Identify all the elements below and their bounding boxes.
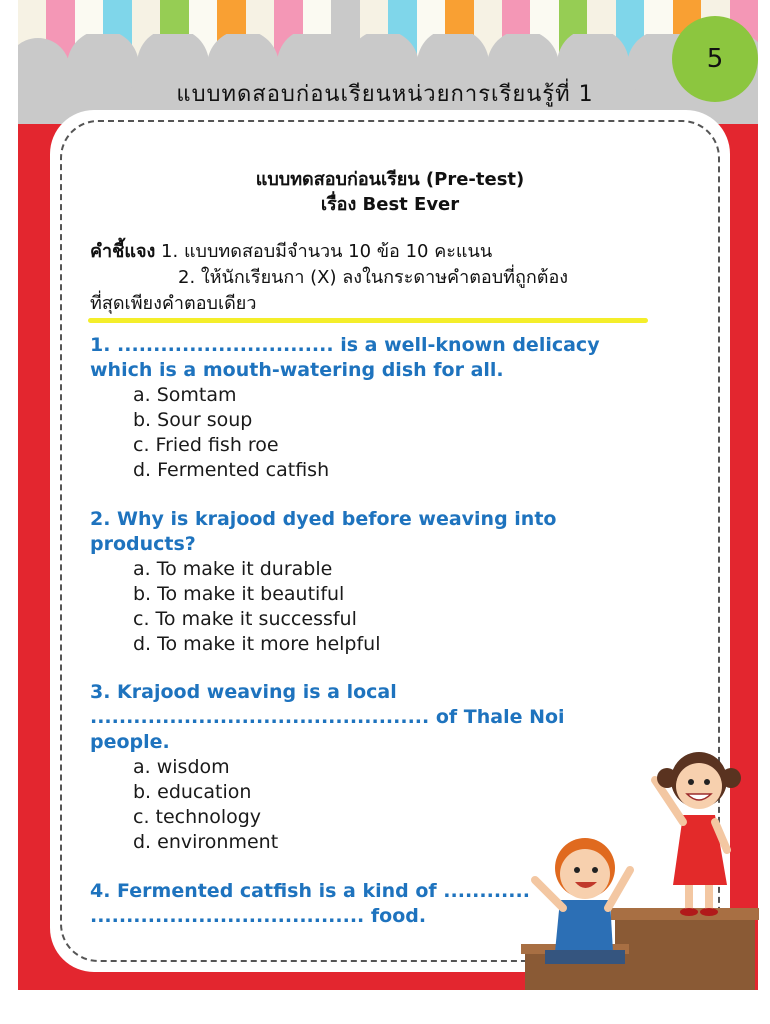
page-number-badge: 5 [672,16,758,102]
question-1-line-1: 1. .............................. is a well-known delicacy [90,334,600,356]
question-4-line-1: 4. Fermented catfish is a kind of ............ [90,880,530,902]
question-3-line-2: ............................................... of Thale Noi [90,706,565,728]
instruction-2: 2. ให้นักเรียนกา (X) ลงในกระดาษคำตอบที่ถูกต้อง [178,267,569,288]
question-3-option-b: b. education [133,781,252,803]
question-1-line-2: which is a mouth-watering dish for all. [90,359,504,381]
pretest-title: แบบทดสอบก่อนเรียน (Pre-test) [255,169,525,190]
question-1-option-b: b. Sour soup [133,409,253,431]
question-3-line-1: 3. Krajood weaving is a local [90,681,397,703]
question-2-option-b: b. To make it beautiful [133,583,345,605]
header-title: แบบทดสอบก่อนเรียนหน่วยการเรียนรู้ที่ 1 [176,82,594,107]
question-3-option-c: c. technology [133,806,262,828]
question-2-option-d: d. To make it more helpful [133,633,381,655]
question-2-option-a: a. To make it durable [133,558,333,580]
question-1-option-a: a. Somtam [133,384,237,406]
instructions-label: คำชี้แจง [90,241,156,262]
question-3-line-3: people. [90,731,170,753]
question-2-line-2: products? [90,533,196,555]
instructions [90,236,492,265]
question-2-line-1: 2. Why is krajood dyed before weaving into [90,508,557,530]
question-4-line-2: ...................................... food. [90,905,427,927]
unit-title: เรื่อง Best Ever [320,194,460,215]
highlight-rule [88,318,648,323]
instruction-1: 1. แบบทดสอบมีจำนวน 10 ข้อ 10 คะแนน [161,241,493,262]
question-2-option-c: c. To make it successful [133,608,357,630]
children-illustration [505,720,765,990]
question-1-option-c: c. Fried fish roe [133,434,279,456]
question-1-option-d: d. Fermented catfish [133,459,330,481]
question-3-option-d: d. environment [133,831,279,853]
instruction-3: ที่สุดเพียงคำตอบเดียว [90,293,257,314]
question-3-option-a: a. wisdom [133,756,230,778]
